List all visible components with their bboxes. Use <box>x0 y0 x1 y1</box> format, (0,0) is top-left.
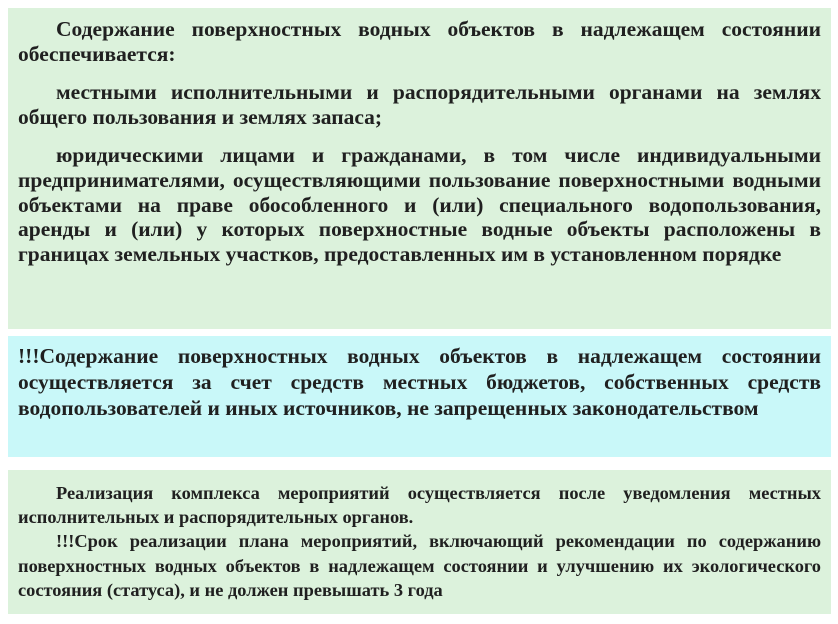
block-intro-paragraph: Содержание поверхностных водных объектов в надлежащем состоянии обеспечивается: <box>18 17 821 66</box>
local-authorities-paragraph: местными исполнительными и распорядительными органами на землях общего пользования и землях запаса; <box>18 80 821 129</box>
deadline-paragraph: !!!Срок реализации плана мероприятий, включающий рекомендации по содержанию поверхностных водных объектов в надлежащем состоянии и улучшению их экологического состояния (статуса), и не должен превышать 3 года <box>18 531 821 600</box>
implementation-block <box>8 470 831 614</box>
maintenance-responsibility-block <box>8 8 831 329</box>
implementation-paragraph: Реализация комплекса мероприятий осуществляется после уведомления местных исполнительных и распорядительных органов. <box>18 483 821 528</box>
funding-note-block <box>8 336 831 457</box>
funding-note-text: !!!Содержание поверхностных водных объектов в надлежащем состоянии осуществляется за счет средств местных бюджетов, собственных средств водопользователей и иных источников, не запрещенных законодательством <box>18 344 821 420</box>
legal-entities-paragraph: юридическими лицами и гражданами, в том числе индивидуальными предпринимателями, осуществляющими пользование поверхностными водными объектами на праве обособленного и (или) специального водопользования, аренды и (или) у которых поверхностные водные объекты расположены в границах земельных участков, предоставленных им в установленном порядке <box>18 143 821 266</box>
